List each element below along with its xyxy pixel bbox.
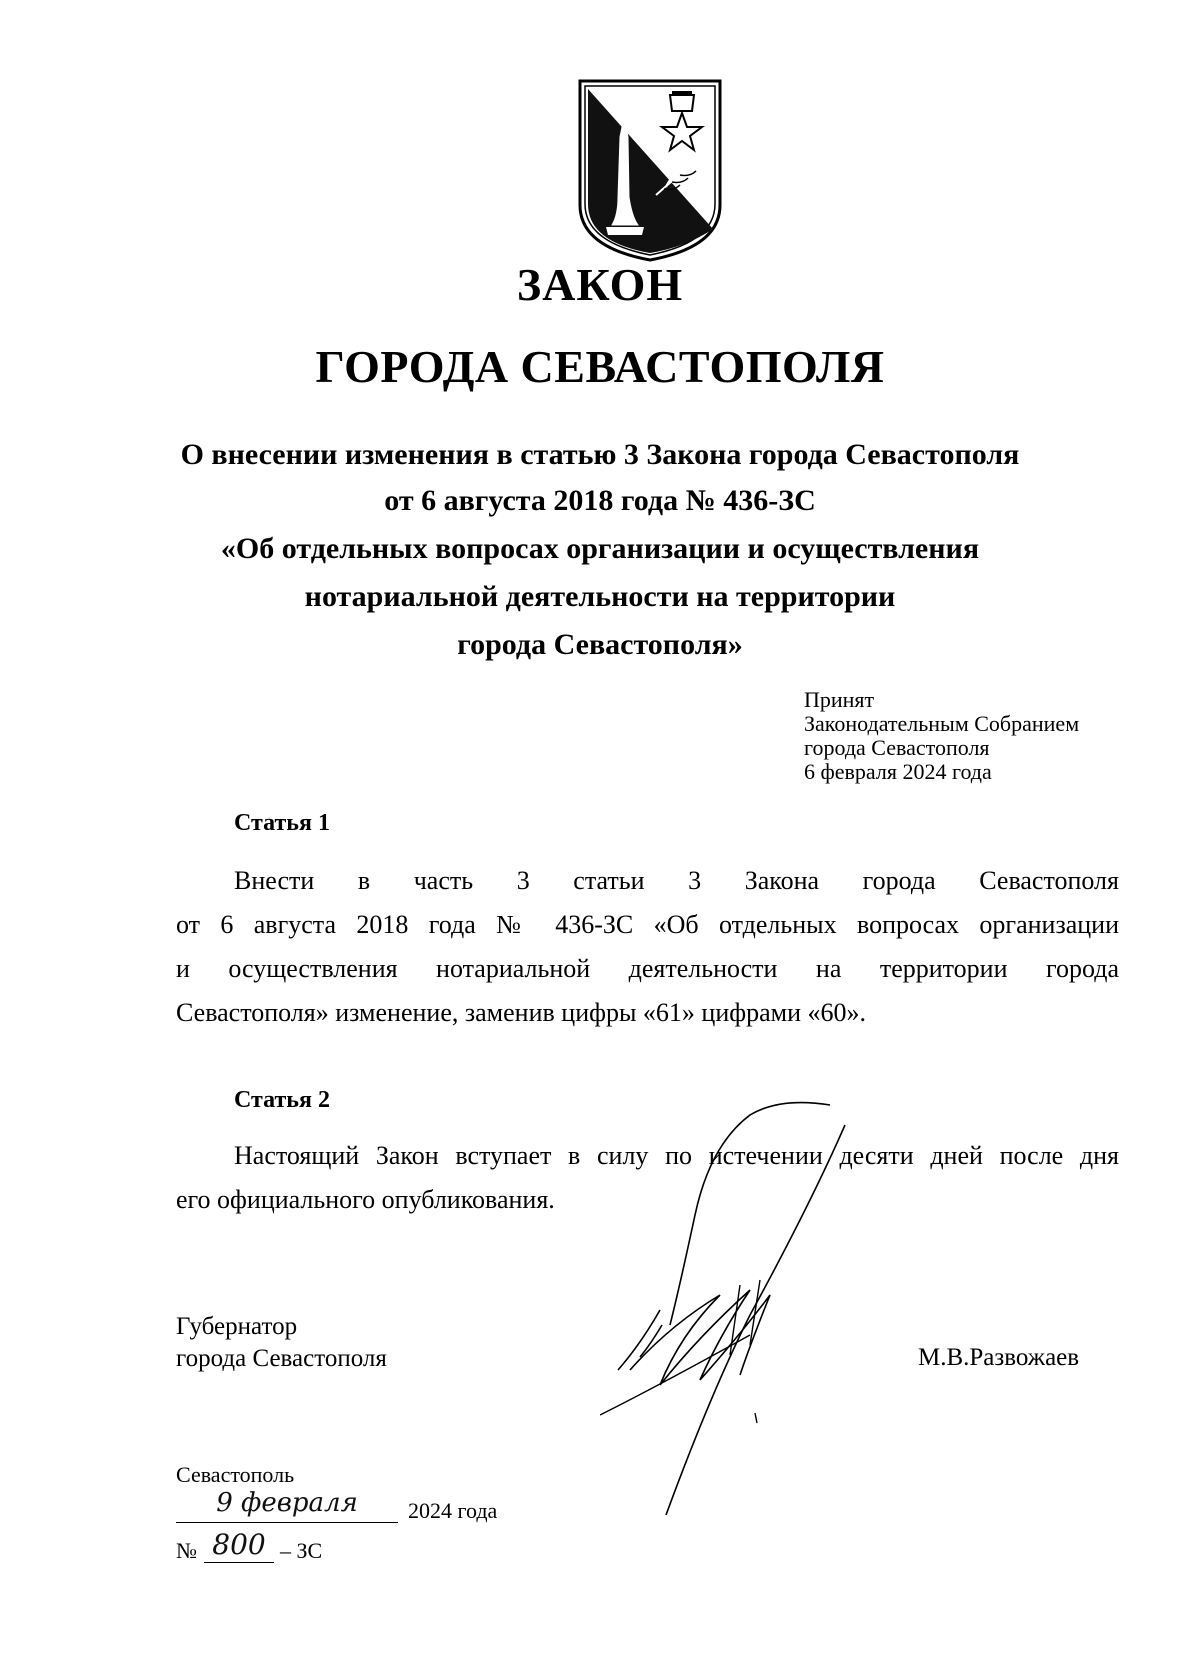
- adoption-line: Законодательным Собранием: [804, 711, 1080, 736]
- law-city-heading: ГОРОДА СЕВАСТОПОЛЯ: [315, 341, 885, 392]
- signatory-position: [176, 1311, 387, 1375]
- handwritten-signature-icon: [600, 1095, 900, 1525]
- adoption-note: [804, 688, 1079, 784]
- signing-year: 2024 года: [408, 1498, 498, 1523]
- law-number: [176, 1528, 376, 1568]
- signatory-name: М.В.Развожаев: [918, 1344, 1080, 1371]
- article-1-title: Статья 1: [234, 810, 330, 836]
- law-subject-line: города Севастополя»: [457, 628, 743, 661]
- handwritten-law-number: 800: [204, 1528, 274, 1563]
- signatory-position-line: города Севастополя: [176, 1345, 387, 1372]
- law-number-suffix: – ЗС: [280, 1538, 323, 1563]
- number-sign: №: [176, 1538, 197, 1563]
- article-1-line: Севастополя» изменение, заменив цифры «61» цифрами «60».: [176, 998, 867, 1027]
- adoption-date: 6 февраля 2024 года: [804, 759, 992, 784]
- article-1-line: от 6 августа 2018 года № 436-ЗС «Об отдельных вопросах организации: [176, 910, 1119, 939]
- law-heading: ЗАКОН: [516, 259, 684, 310]
- signatory-position-line: Губернатор: [176, 1313, 298, 1340]
- article-1-line: и осуществления нотариальной деятельности на территории города: [176, 954, 1119, 983]
- article-2-line: Настоящий Закон вступает в силу по истечении десяти дней после дня: [234, 1141, 1119, 1170]
- article-2-line: его официального опубликования.: [176, 1185, 555, 1214]
- law-subject-line: «Об отдельных вопросах организации и осуществления: [220, 532, 980, 565]
- place-of-signing: Севастополь: [176, 1462, 295, 1487]
- adoption-line: Принят: [804, 687, 875, 712]
- signing-date: [176, 1488, 536, 1528]
- law-subject-line: О внесении изменения в статью 3 Закона города Севастополя: [180, 438, 1020, 471]
- article-1-line: Внести в часть 3 статьи 3 Закона города Севастополя: [234, 866, 1119, 895]
- adoption-line: города Севастополя: [804, 735, 990, 760]
- article-2-title: Статья 2: [234, 1087, 330, 1113]
- law-subject-line: нотариальной деятельности на территории: [304, 580, 896, 613]
- law-subject-line: от 6 августа 2018 года № 436-ЗС: [384, 484, 816, 517]
- sevastopol-coat-of-arms-icon: [576, 77, 724, 264]
- handwritten-date: 9 февраля: [176, 1488, 398, 1523]
